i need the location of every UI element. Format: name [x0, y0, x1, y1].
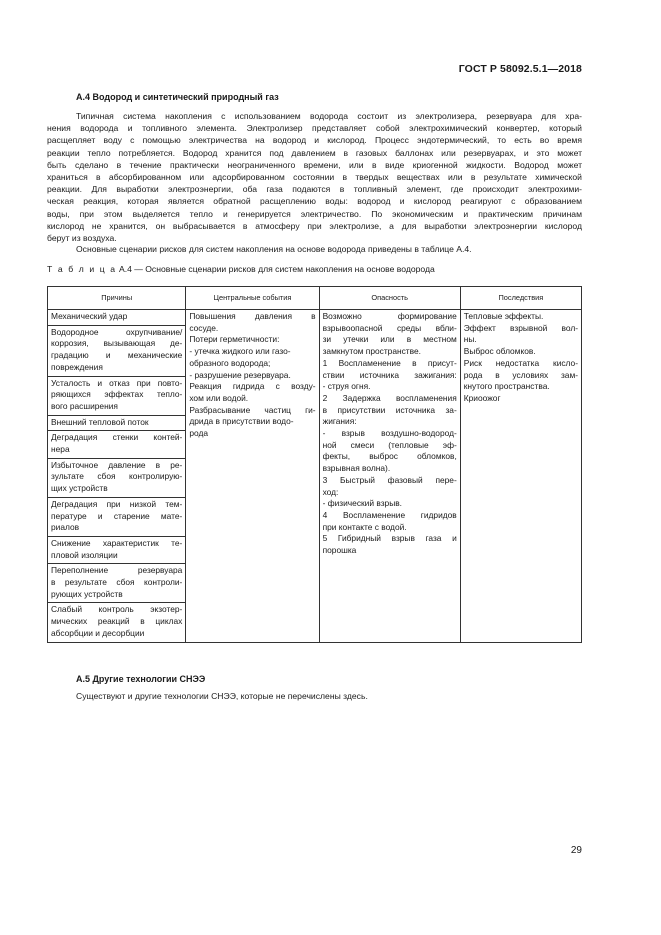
- central-event-text: сосуде.: [189, 322, 219, 333]
- paragraph-line: берут из воздуха.: [47, 233, 117, 244]
- section-a4-paragraph-1: [47, 110, 582, 244]
- cause-item: [48, 603, 185, 641]
- hazard-text: фекты, выброс обломков,: [322, 451, 457, 462]
- consequence-text: Криоожог: [463, 392, 501, 403]
- paragraph-2-text: Основные сценарии рисков для систем накопления на основе водорода приведены в таблице А.4.: [76, 244, 472, 254]
- central-event-text: Повышения давления в: [189, 311, 316, 321]
- central-event-text: - разрушение резервуара.: [189, 369, 291, 380]
- consequence-text: Тепловые эффекты.: [463, 311, 544, 321]
- cause-item: [48, 416, 185, 432]
- consequence-text: рода в условиях зам-: [463, 369, 578, 380]
- central-event-text: хом или водой.: [189, 392, 249, 403]
- cause-text: Деградация стенки контей-: [51, 432, 183, 443]
- paragraph-line: кислород не хранится, он выбрасывается в атмосферу при электролизе, а для выработки электроэнергии кислород: [47, 220, 582, 231]
- cause-item: [48, 498, 185, 537]
- cause-text: мических реакций в циклах: [51, 616, 183, 627]
- hazard-text: ствии источника зажигания:: [322, 369, 457, 380]
- hazard-text: 4 Воспламенение гидридов: [322, 509, 457, 520]
- cause-text: Избыточное давление в ре-: [51, 459, 183, 470]
- header-consequences: Последствия: [460, 287, 581, 310]
- consequences-cell: [460, 310, 581, 643]
- consequence-text: ны.: [463, 334, 477, 345]
- paragraph-line: ческая реакция, которая является обратной расщеплению воды: водород и кислород реагируют с образованием: [47, 196, 582, 207]
- consequence-text: Эффект взрывной вол-: [463, 322, 578, 333]
- cause-text: коррозия, вызывающая де-: [51, 338, 183, 349]
- cause-text: зультате сбоя контролирую-: [51, 471, 183, 482]
- central-event-text: Потери герметичности:: [189, 334, 280, 345]
- document-code: ГОСТ Р 58092.5.1—2018: [458, 63, 582, 75]
- consequence-text: Риск недостатка кисло-: [463, 357, 578, 368]
- table-header-row: [48, 287, 582, 310]
- cause-text: градацию и механические: [51, 350, 183, 361]
- hazard-cell: [319, 310, 460, 643]
- hazard-text: 1 Воспламенение в присут-: [322, 357, 457, 368]
- hazard-text: зи утечки или в местном: [322, 334, 457, 345]
- cause-item: [48, 310, 185, 326]
- hazard-text: взрывоопасной среды вбли-: [322, 322, 457, 333]
- hazard-text: - физический взрыв.: [322, 498, 403, 509]
- page-number: 29: [570, 845, 582, 856]
- hazard-text: - взрыв воздушно-водород-: [322, 428, 457, 439]
- cause-item: [48, 537, 185, 564]
- table-row: [48, 310, 582, 643]
- cause-item: [48, 431, 185, 458]
- cause-text: Слабый контроль экзотер-: [51, 604, 183, 615]
- hazard-text: при контакте с водой.: [322, 521, 407, 532]
- header-causes: Причины: [48, 287, 186, 310]
- paragraph-line: храниться в абсорбированном или адсорбированном состоянии в твердых веществах или в результате химической: [47, 172, 582, 183]
- causes-cell: [48, 310, 186, 643]
- cause-text: абсорбции и десорбции: [51, 627, 145, 638]
- risk-scenarios-table: [47, 286, 582, 643]
- header-central-events: Центральные события: [186, 287, 319, 310]
- hazard-text: ной смеси (тепловые эф-: [322, 439, 457, 450]
- hazard-text: Возможно формирование: [322, 311, 457, 321]
- central-event-text: образного водорода;: [189, 357, 271, 368]
- paragraph-line: Типичная система накопления с использованием водорода состоит из электролизера, резервуара для хра-: [76, 111, 582, 121]
- consequence-text: кнутого пространства.: [463, 381, 550, 392]
- section-a5-text: Существуют и другие технологии СНЭЭ, которые не перечислены здесь.: [76, 691, 368, 701]
- cause-text: Водородное охрупчивание/: [51, 326, 183, 337]
- paragraph-line: воды, при этом выделяется тепло и генерируется электричество. По экономическим и практическим причинам: [47, 208, 582, 219]
- hazard-text: жигания:: [322, 416, 357, 427]
- cause-text: Деградация при низкой тем-: [51, 498, 183, 509]
- central-events-cell: [186, 310, 319, 643]
- cause-text: щих устройств: [51, 483, 108, 494]
- paragraph-line: быть сделано в течение практически неограниченного времени, или в виде криогенной жидкости. Водород может: [47, 159, 582, 170]
- hazard-text: 5 Гибридный взрыв газа и: [322, 533, 457, 544]
- central-event-text: - утечка жидкого или газо-: [189, 346, 291, 357]
- cause-text: вого расширения: [51, 400, 118, 411]
- central-event-text: Реакция гидрида с возду-: [189, 381, 316, 392]
- paragraph-line: реакции тепло потребляется. Водород хранится под давлением в газовых баллонах или резервуарах, и это может: [47, 147, 582, 158]
- cause-text: нера: [51, 444, 70, 455]
- hazard-text: - струя огня.: [322, 381, 371, 392]
- paragraph-line: реакции. Для выработки электроэнергии, оба газа подаются в топливный элемент, где происходит электрохими-: [47, 184, 582, 195]
- central-event-text: рода: [189, 428, 209, 439]
- table-caption-text: А.4 — Основные сценарии рисков для систем накопления на основе водорода: [116, 264, 435, 274]
- table-a4-caption: [47, 264, 435, 274]
- hazard-text: в присутствии источника за-: [322, 404, 457, 415]
- cause-text: в результате сбоя контроли-: [51, 577, 183, 588]
- hazard-text: ход:: [322, 486, 339, 497]
- section-a5-paragraph: [47, 690, 582, 702]
- section-a4-title: А.4 Водород и синтетический природный газ: [76, 92, 279, 102]
- central-event-text: Разбрасывание частиц ги-: [189, 404, 316, 415]
- table-caption-prefix: Т а б л и ц а: [47, 264, 117, 274]
- paragraph-line: расщепляет воду с помощью электричества на водород и кислород. Процесс эндотермический, то есть во время: [47, 135, 582, 146]
- cause-text: Снижение характеристик те-: [51, 537, 183, 548]
- cause-text: Механический удар: [51, 311, 128, 321]
- section-a4-paragraph-2: [47, 243, 582, 255]
- hazard-text: 3 Быстрый фазовый пере-: [322, 474, 457, 485]
- cause-item: [48, 459, 185, 498]
- central-event-text: дрида в присутствии водо-: [189, 416, 294, 427]
- cause-text: Усталость и отказ при повто-: [51, 377, 183, 388]
- cause-item: [48, 377, 185, 416]
- hazard-text: замкнутом пространстве.: [322, 346, 421, 357]
- hazard-text: взрывная волна).: [322, 463, 391, 474]
- hazard-text: порошка: [322, 545, 357, 556]
- cause-text: Внешний тепловой поток: [51, 416, 149, 427]
- cause-item: [48, 326, 185, 377]
- cause-text: ряющихся эффектах тепло-: [51, 389, 183, 400]
- header-hazard: Опасность: [319, 287, 460, 310]
- cause-text: пловой изоляции: [51, 549, 118, 560]
- cause-text: Переполнение резервуара: [51, 565, 183, 576]
- cause-item: [48, 564, 185, 603]
- hazard-text: 2 Задержка воспламенения: [322, 392, 457, 403]
- cause-text: повреждения: [51, 361, 103, 372]
- cause-text: рующих устройств: [51, 588, 123, 599]
- paragraph-line: нения водорода и топливного элемента. Электролизер представляет собой электрохимический конвертер, который: [47, 123, 582, 134]
- section-a5-title: А.5 Другие технологии СНЭЭ: [76, 674, 206, 684]
- cause-text: риалов: [51, 522, 80, 533]
- cause-text: пературе и старение мате-: [51, 510, 183, 521]
- consequence-text: Выброс обломков.: [463, 346, 536, 357]
